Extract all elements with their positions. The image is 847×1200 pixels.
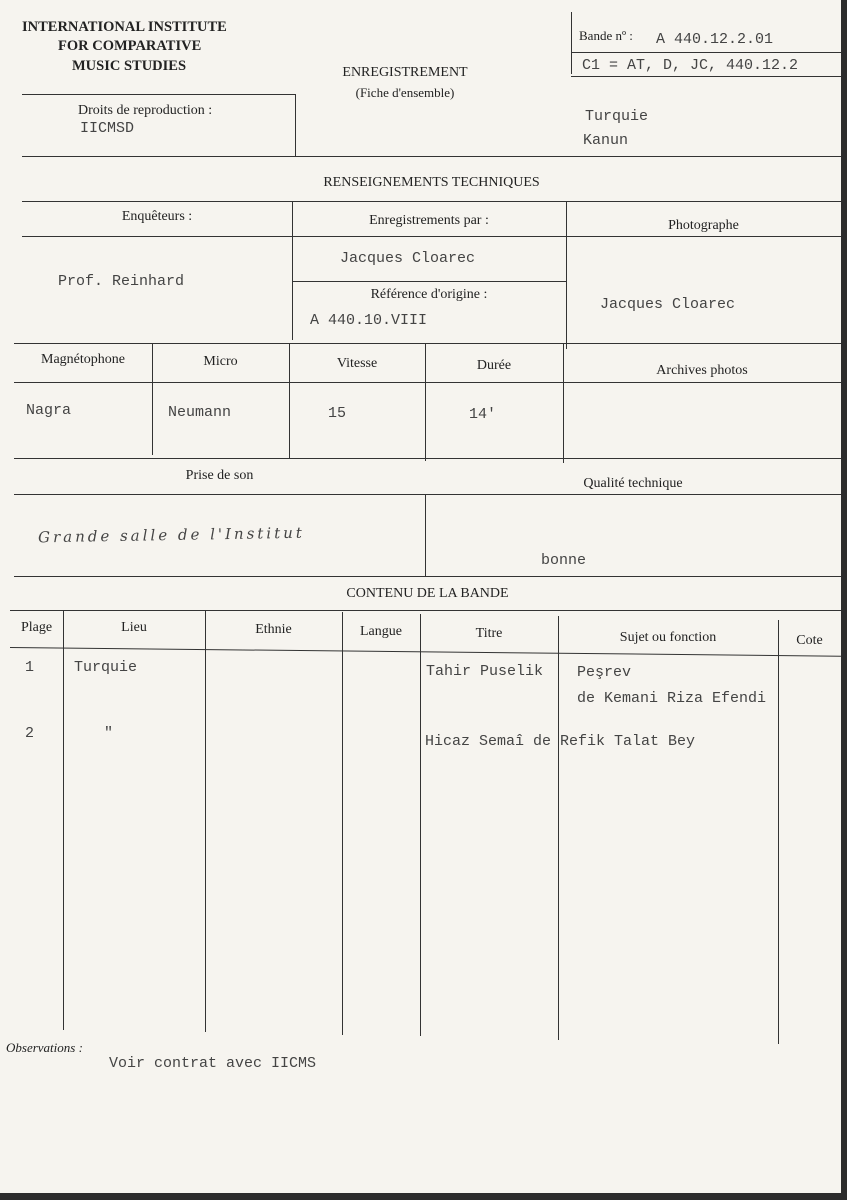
bande-divider (571, 52, 841, 53)
droits-value: IICMSD (80, 120, 135, 137)
droits-box-top (22, 94, 296, 95)
enqueteurs-value: Prof. Reinhard (58, 273, 185, 290)
vitesse-value: 15 (328, 405, 347, 422)
observations-label: Observations : (6, 1040, 83, 1055)
tech-title-divider (22, 201, 841, 202)
prise-col-sep (425, 494, 426, 576)
enregistrements-label: Enregistrements par : (369, 213, 489, 228)
qualite-technique-value: bonne (541, 552, 587, 569)
col-cote: Cote (796, 633, 823, 648)
col-langue: Langue (360, 624, 402, 639)
qualite-technique-label: Qualité technique (583, 476, 683, 491)
row-2-titre: Hicaz Semaî de Refik Talat Bey (425, 733, 696, 750)
contenu-col-sep-4 (420, 614, 421, 1036)
observations-value: Voir contrat avec IICMS (109, 1055, 317, 1072)
row-2-plage: 2 (25, 725, 35, 742)
droits-label: Droits de reproduction : (78, 103, 213, 118)
micro-label: Micro (203, 354, 238, 369)
reference-label: Référence d'origine : (370, 287, 488, 302)
col-sujet: Sujet ou fonction (619, 630, 717, 645)
enregistrements-value: Jacques Cloarec (340, 250, 476, 267)
col-lieu: Lieu (121, 620, 147, 635)
institute-line-3: MUSIC STUDIES (72, 58, 187, 74)
row-1-sujet-line-2: de Kemani Riza Efendi (577, 690, 767, 707)
col-titre: Titre (475, 626, 503, 641)
archives-photos-label: Archives photos (656, 363, 748, 378)
duree-value: 14' (469, 406, 497, 423)
form-subtitle: (Fiche d'ensemble) (355, 85, 455, 100)
micro-value: Neumann (168, 404, 232, 421)
contenu-col-sep-5 (558, 616, 559, 1040)
contenu-col-sep-1 (63, 610, 64, 1030)
equip-sep-4 (563, 343, 564, 463)
equipment-header-divider (14, 382, 841, 383)
tech-section-title: RENSEIGNEMENTS TECHNIQUES (323, 175, 540, 190)
tech-header-divider (22, 236, 841, 237)
prise-top-divider (14, 458, 841, 459)
prise-header-divider (14, 494, 841, 495)
tech-bottom-divider (14, 576, 841, 577)
row-2-lieu: " (104, 725, 114, 742)
contenu-col-sep-3 (342, 612, 343, 1035)
contenu-header-divider (10, 647, 841, 657)
photographe-label: Photographe (668, 218, 739, 233)
equipment-top-divider (14, 343, 841, 344)
enqueteurs-label: Enquêteurs : (121, 209, 193, 224)
magnetophone-label: Magnétophone (41, 352, 125, 367)
bande-value: A 440.12.2.01 (656, 31, 774, 48)
reference-value: A 440.10.VIII (310, 312, 428, 329)
reference-divider (292, 281, 566, 282)
row-1-titre: Tahir Puselik (426, 663, 544, 680)
photographe-value: Jacques Cloarec (600, 296, 736, 313)
country-value: Turquie (585, 108, 649, 125)
institute-line-1: INTERNATIONAL INSTITUTE (22, 19, 227, 35)
prise-de-son-label: Prise de son (185, 468, 254, 483)
vitesse-label: Vitesse (336, 356, 378, 371)
row-1-plage: 1 (25, 659, 35, 676)
col-ethnie: Ethnie (255, 622, 292, 637)
contenu-col-sep-2 (205, 610, 206, 1032)
row-1-lieu: Turquie (74, 659, 138, 676)
prise-de-son-value: Grande salle de l'Institut (37, 523, 306, 547)
header-divider (22, 156, 841, 157)
form-title: ENREGISTREMENT (342, 65, 468, 80)
instrument-value: Kanun (583, 132, 629, 149)
contenu-section-title: CONTENU DE LA BANDE (346, 586, 509, 601)
bande-code: C1 = AT, D, JC, 440.12.2 (582, 57, 799, 74)
col-plage: Plage (20, 620, 53, 635)
magnetophone-value: Nagra (26, 402, 72, 419)
institute-line-2: FOR COMPARATIVE (58, 38, 202, 54)
droits-box-right (295, 94, 296, 156)
bande-label: Bande nº : (579, 28, 633, 43)
row-1-sujet-line-1: Peşrev (577, 664, 632, 681)
bande-box-left (571, 12, 572, 74)
contenu-title-divider (10, 610, 841, 611)
bande-box-bottom (571, 76, 841, 77)
duree-label: Durée (476, 358, 512, 373)
contenu-col-sep-6 (778, 620, 779, 1044)
